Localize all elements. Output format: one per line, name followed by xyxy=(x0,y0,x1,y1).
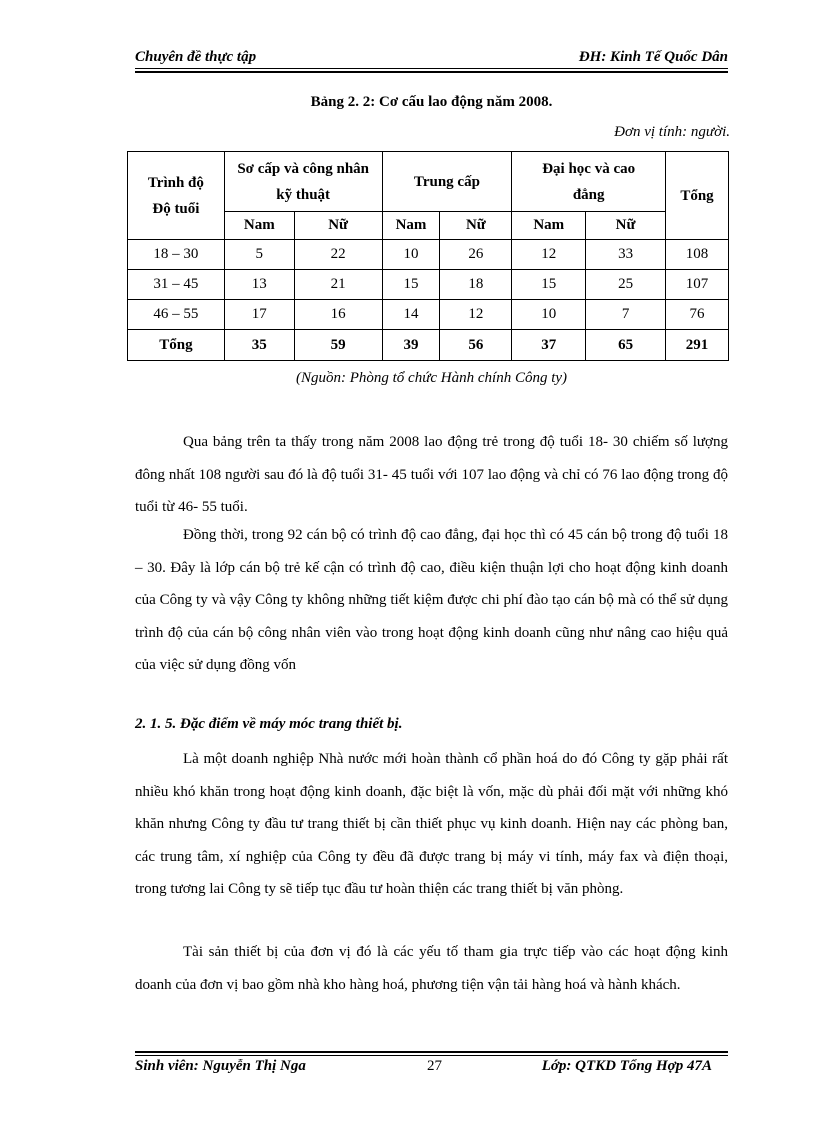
footer-rule-thick xyxy=(135,1051,728,1053)
table-total-row xyxy=(128,330,729,361)
footer-student: Sinh viên: Nguyễn Thị Nga xyxy=(135,1058,306,1074)
total-value-cell: 37 xyxy=(512,330,586,361)
table-row xyxy=(128,300,729,330)
total-header-cell: Tổng xyxy=(666,152,729,240)
header-rule-thick xyxy=(135,71,728,73)
value-cell: 33 xyxy=(586,240,666,270)
value-cell: 15 xyxy=(512,270,586,300)
page-header xyxy=(135,49,728,66)
paragraph-2: Đồng thời, trong 92 cán bộ có trình độ cao đẳng, đại học thì có 45 cán bộ trong độ tuổi 18 – 30. Đây là lớp cán bộ trẻ kế cận có trình độ cao, điều kiện thuận lợi cho hoạt động kinh doanh của Công ty và vậy Công ty không những tiết kiệm được chi phí đào tạo cán bộ mà có thể sử dụng trình độ của cán bộ công nhân viên vào trong hoạt động kinh doanh cũng như nâng cao hiệu quả của việc sử dụng đồng vốn xyxy=(135,527,728,673)
value-cell: 5 xyxy=(224,240,294,270)
header-rule xyxy=(135,68,728,69)
sub-header-male: Nam xyxy=(382,212,440,240)
total-value-cell: 65 xyxy=(586,330,666,361)
labor-structure-table xyxy=(127,151,729,361)
value-cell: 14 xyxy=(382,300,440,330)
sub-header-female: Nữ xyxy=(294,212,382,240)
value-cell: 21 xyxy=(294,270,382,300)
value-cell: 18 xyxy=(440,270,512,300)
value-cell: 16 xyxy=(294,300,382,330)
age-cell: 31 – 45 xyxy=(128,270,225,300)
table-source: (Nguồn: Phòng tổ chức Hành chính Công ty) xyxy=(295,370,568,386)
value-cell: 10 xyxy=(382,240,440,270)
value-cell: 10 xyxy=(512,300,586,330)
row-total-cell: 108 xyxy=(666,240,729,270)
table-caption: Bảng 2. 2: Cơ cấu lao động năm 2008. xyxy=(310,94,553,110)
row-total-cell: 107 xyxy=(666,270,729,300)
sub-header-male: Nam xyxy=(512,212,586,240)
section-heading: 2. 1. 5. Đặc điểm về máy móc trang thiết bị. xyxy=(135,716,403,732)
table-row xyxy=(128,240,729,270)
paragraph-1: Qua bảng trên ta thấy trong năm 2008 lao động trẻ trong độ tuổi 18- 30 chiếm số lượng đông nhất 108 người sau đó là độ tuổi 31- 45 tuổi với 107 lao động và chỉ có 76 lao động trong độ tuổi từ 46- 55 tuổi. xyxy=(135,434,728,515)
table-row xyxy=(128,270,729,300)
value-cell: 25 xyxy=(586,270,666,300)
header-right: ĐH: Kinh Tế Quốc Dân xyxy=(578,49,728,65)
group-header-cell: Trung cấp xyxy=(382,152,512,212)
paragraph-4: Tài sản thiết bị của đơn vị đó là các yếu tố tham gia trực tiếp vào các hoạt động kinh doanh của đơn vị bao gồm nhà kho hàng hoá, phương tiện vận tải hàng hoá và hành khách. xyxy=(135,944,728,993)
sub-header-male: Nam xyxy=(224,212,294,240)
value-cell: 12 xyxy=(512,240,586,270)
footer-class: Lớp: QTKD Tổng Hợp 47A xyxy=(541,1058,712,1074)
paragraph-3: Là một doanh nghiệp Nhà nước mới hoàn thành cổ phần hoá do đó Công ty gặp phải rất nhiều khó khăn trong hoạt động kinh doanh, đặc biệt là vốn, mặc dù phải đối mặt với những khó khăn nhưng Công ty đầu tư trang thiết bị cần thiết phục vụ kinh doanh. Hiện nay các phòng ban, các trung tâm, xí nghiệp của Công ty đều đã được trang bị máy vi tính, máy fax và điện thoại, trong tương lai Công ty sẽ tiếp tục đầu tư hoàn thiện các trang thiết bị văn phòng. xyxy=(135,751,728,897)
sub-header-female: Nữ xyxy=(586,212,666,240)
value-cell: 22 xyxy=(294,240,382,270)
value-cell: 7 xyxy=(586,300,666,330)
total-label-cell: Tổng xyxy=(128,330,225,361)
group-header-cell: Sơ cấp và công nhân kỹ thuật xyxy=(224,152,382,212)
value-cell: 15 xyxy=(382,270,440,300)
total-value-cell: 35 xyxy=(224,330,294,361)
sub-header-female: Nữ xyxy=(440,212,512,240)
age-cell: 18 – 30 xyxy=(128,240,225,270)
table-unit: Đơn vị tính: người. xyxy=(614,124,730,140)
header-left: Chuyên đề thực tập xyxy=(135,49,257,65)
value-cell: 17 xyxy=(224,300,294,330)
age-cell: 46 – 55 xyxy=(128,300,225,330)
total-value-cell: 39 xyxy=(382,330,440,361)
value-cell: 26 xyxy=(440,240,512,270)
value-cell: 12 xyxy=(440,300,512,330)
value-cell: 13 xyxy=(224,270,294,300)
row-header-cell: Trình độ Độ tuổi xyxy=(128,152,225,240)
footer-rule xyxy=(135,1055,728,1056)
grand-total-cell: 291 xyxy=(666,330,729,361)
total-value-cell: 56 xyxy=(440,330,512,361)
group-header-cell: Đại học và cao đẳng xyxy=(512,152,666,212)
row-total-cell: 76 xyxy=(666,300,729,330)
total-value-cell: 59 xyxy=(294,330,382,361)
page-number: 27 xyxy=(427,1058,442,1074)
